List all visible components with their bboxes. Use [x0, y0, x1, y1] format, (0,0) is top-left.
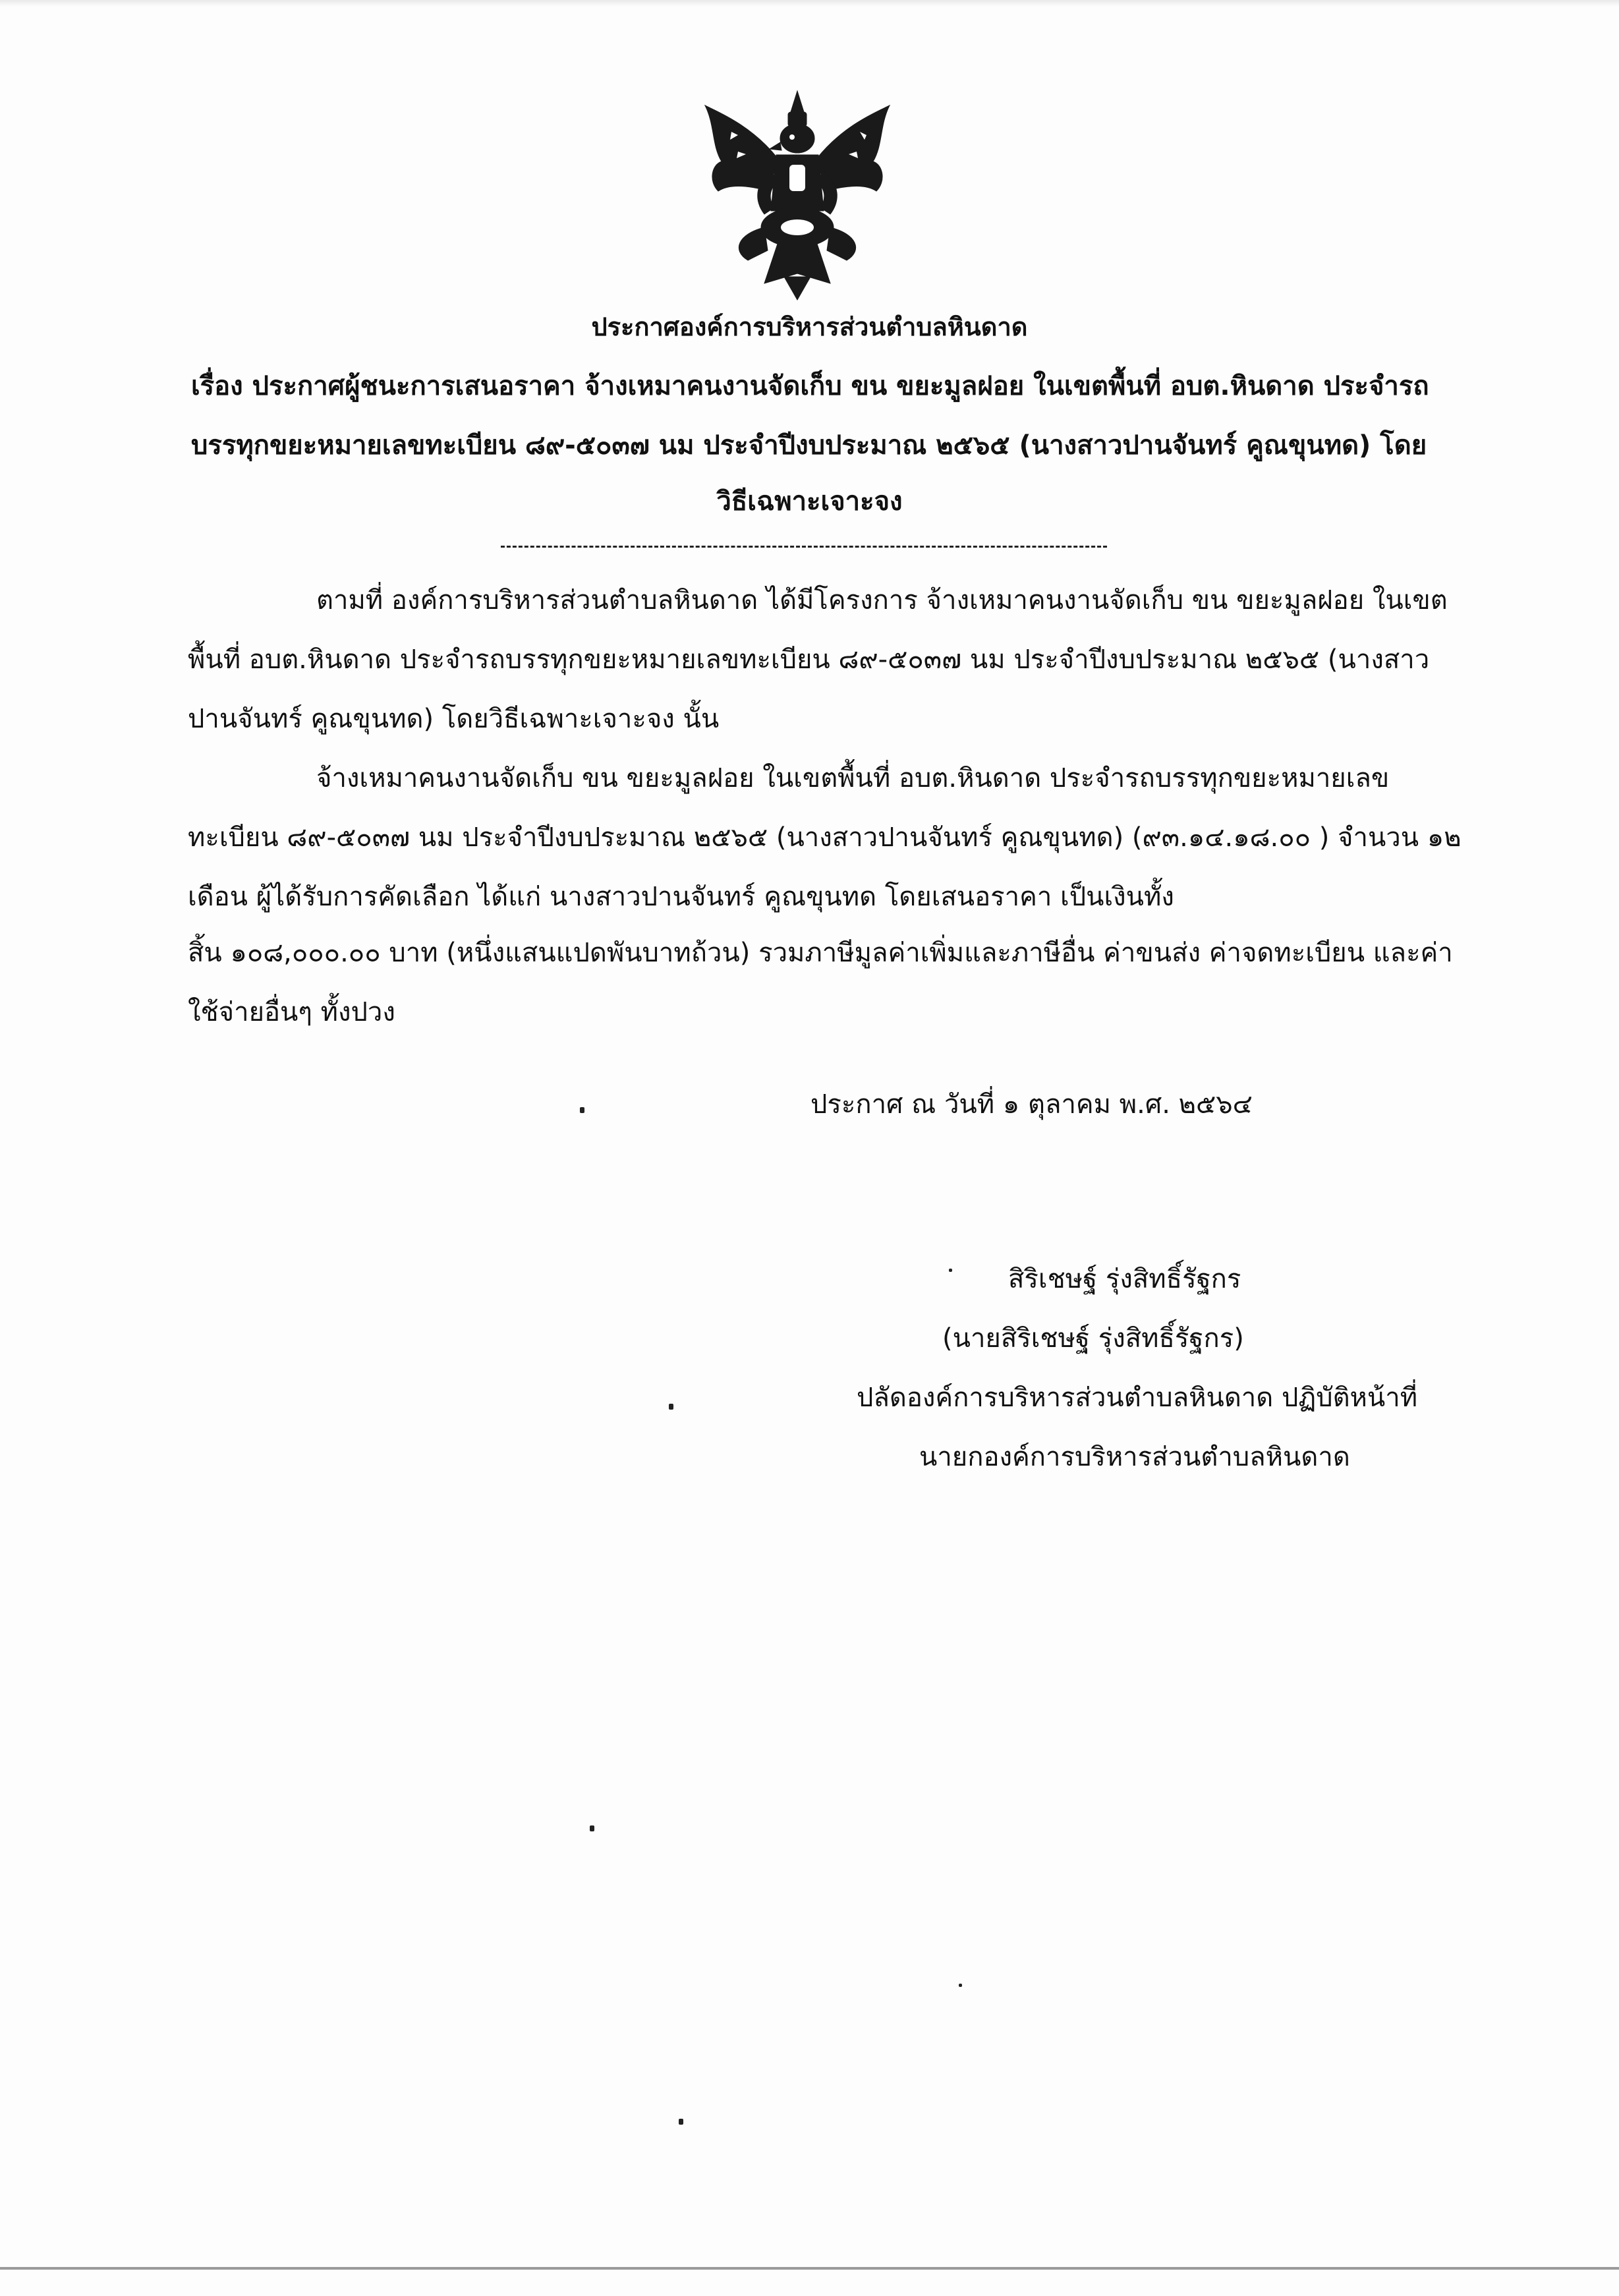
signature-position-1: ปลัดองค์การบริหารส่วนตำบลหินดาด ปฏิบัติหน้าที่	[857, 1383, 1418, 1413]
garuda-emblem-icon	[692, 86, 903, 303]
announce-date: ประกาศ ณ วันที่ ๑ ตุลาคม พ.ศ. ๒๕๖๔	[810, 1089, 1253, 1120]
scan-speck	[669, 1404, 673, 1410]
signature-name: สิริเชษฐ์ รุ่งสิทธิ์รัฐกร	[1008, 1264, 1241, 1294]
scan-edge-top	[0, 0, 1619, 7]
body-line-4: จ้างเหมาคนงานจัดเก็บ ขน ขยะมูลฝอย ในเขตพื้นที่ อบต.หินดาด ประจำรถบรรทุกขยะหมายเลข	[316, 763, 1390, 793]
scan-speck	[949, 1269, 952, 1272]
subject-line-1: เรื่อง ประกาศผู้ชนะการเสนอราคา จ้างเหมาคนงานจัดเก็บ ขน ขยะมูลฝอย ในเขตพื้นที่ อบต.หินดาด ประจำรถ	[191, 371, 1429, 401]
scan-speck	[580, 1107, 584, 1113]
body-line-1: ตามที่ องค์การบริหารส่วนตำบลหินดาด ได้มีโครงการ จ้างเหมาคนงานจัดเก็บ ขน ขยะมูลฝอย ในเขต	[316, 585, 1448, 616]
scan-speck	[959, 1984, 962, 1987]
signature-position-2: นายกองค์การบริหารส่วนตำบลหินดาด	[919, 1442, 1350, 1472]
signature-full-name: (นายสิริเชษฐ์ รุ่งสิทธิ์รัฐกร)	[942, 1323, 1244, 1354]
document-title: ประกาศองค์การบริหารส่วนตำบลหินดาด	[591, 312, 1028, 341]
body-line-2: พื้นที่ อบต.หินดาด ประจำรถบรรทุกขยะหมายเลขทะเบียน ๘๙-๕๐๓๗ นม ประจำปีงบประมาณ ๒๕๖๕ (นางสาว	[188, 645, 1430, 675]
subject-line-2: บรรทุกขยะหมายเลขทะเบียน ๘๙-๕๐๓๗ นม ประจำปีงบประมาณ ๒๕๖๕ (นางสาวปานจันทร์ คูณขุนทด) โดย	[191, 430, 1427, 461]
subject-line-3: วิธีเฉพาะเจาะจง	[716, 486, 903, 517]
scan-speck	[590, 1825, 594, 1831]
body-line-6: เดือน ผู้ได้รับการคัดเลือก ได้แก่ นางสาวปานจันทร์ คูณขุนทด โดยเสนอราคา เป็นเงินทั้ง	[188, 882, 1174, 912]
dashed-divider	[501, 546, 1107, 548]
scan-edge-bottom	[0, 2267, 1619, 2270]
body-line-7: สิ้น ๑๐๘,๐๐๐.๐๐ บาท (หนึ่งแสนแปดพันบาทถ้วน) รวมภาษีมูลค่าเพิ่มและภาษีอื่น ค่าขนส่ง ค่าจดทะเบียน และค่า	[188, 938, 1453, 968]
body-line-8: ใช้จ่ายอื่นๆ ทั้งปวง	[188, 997, 395, 1027]
scan-speck	[679, 2119, 683, 2125]
body-line-5: ทะเบียน ๘๙-๕๐๓๗ นม ประจำปีงบประมาณ ๒๕๖๕ (นางสาวปานจันทร์ คูณขุนทด) (๙๓.๑๔.๑๘.๐๐ ) จำนวน ๑๒	[188, 822, 1462, 853]
body-line-3: ปานจันทร์ คูณขุนทด) โดยวิธีเฉพาะเจาะจง นั้น	[188, 704, 720, 734]
